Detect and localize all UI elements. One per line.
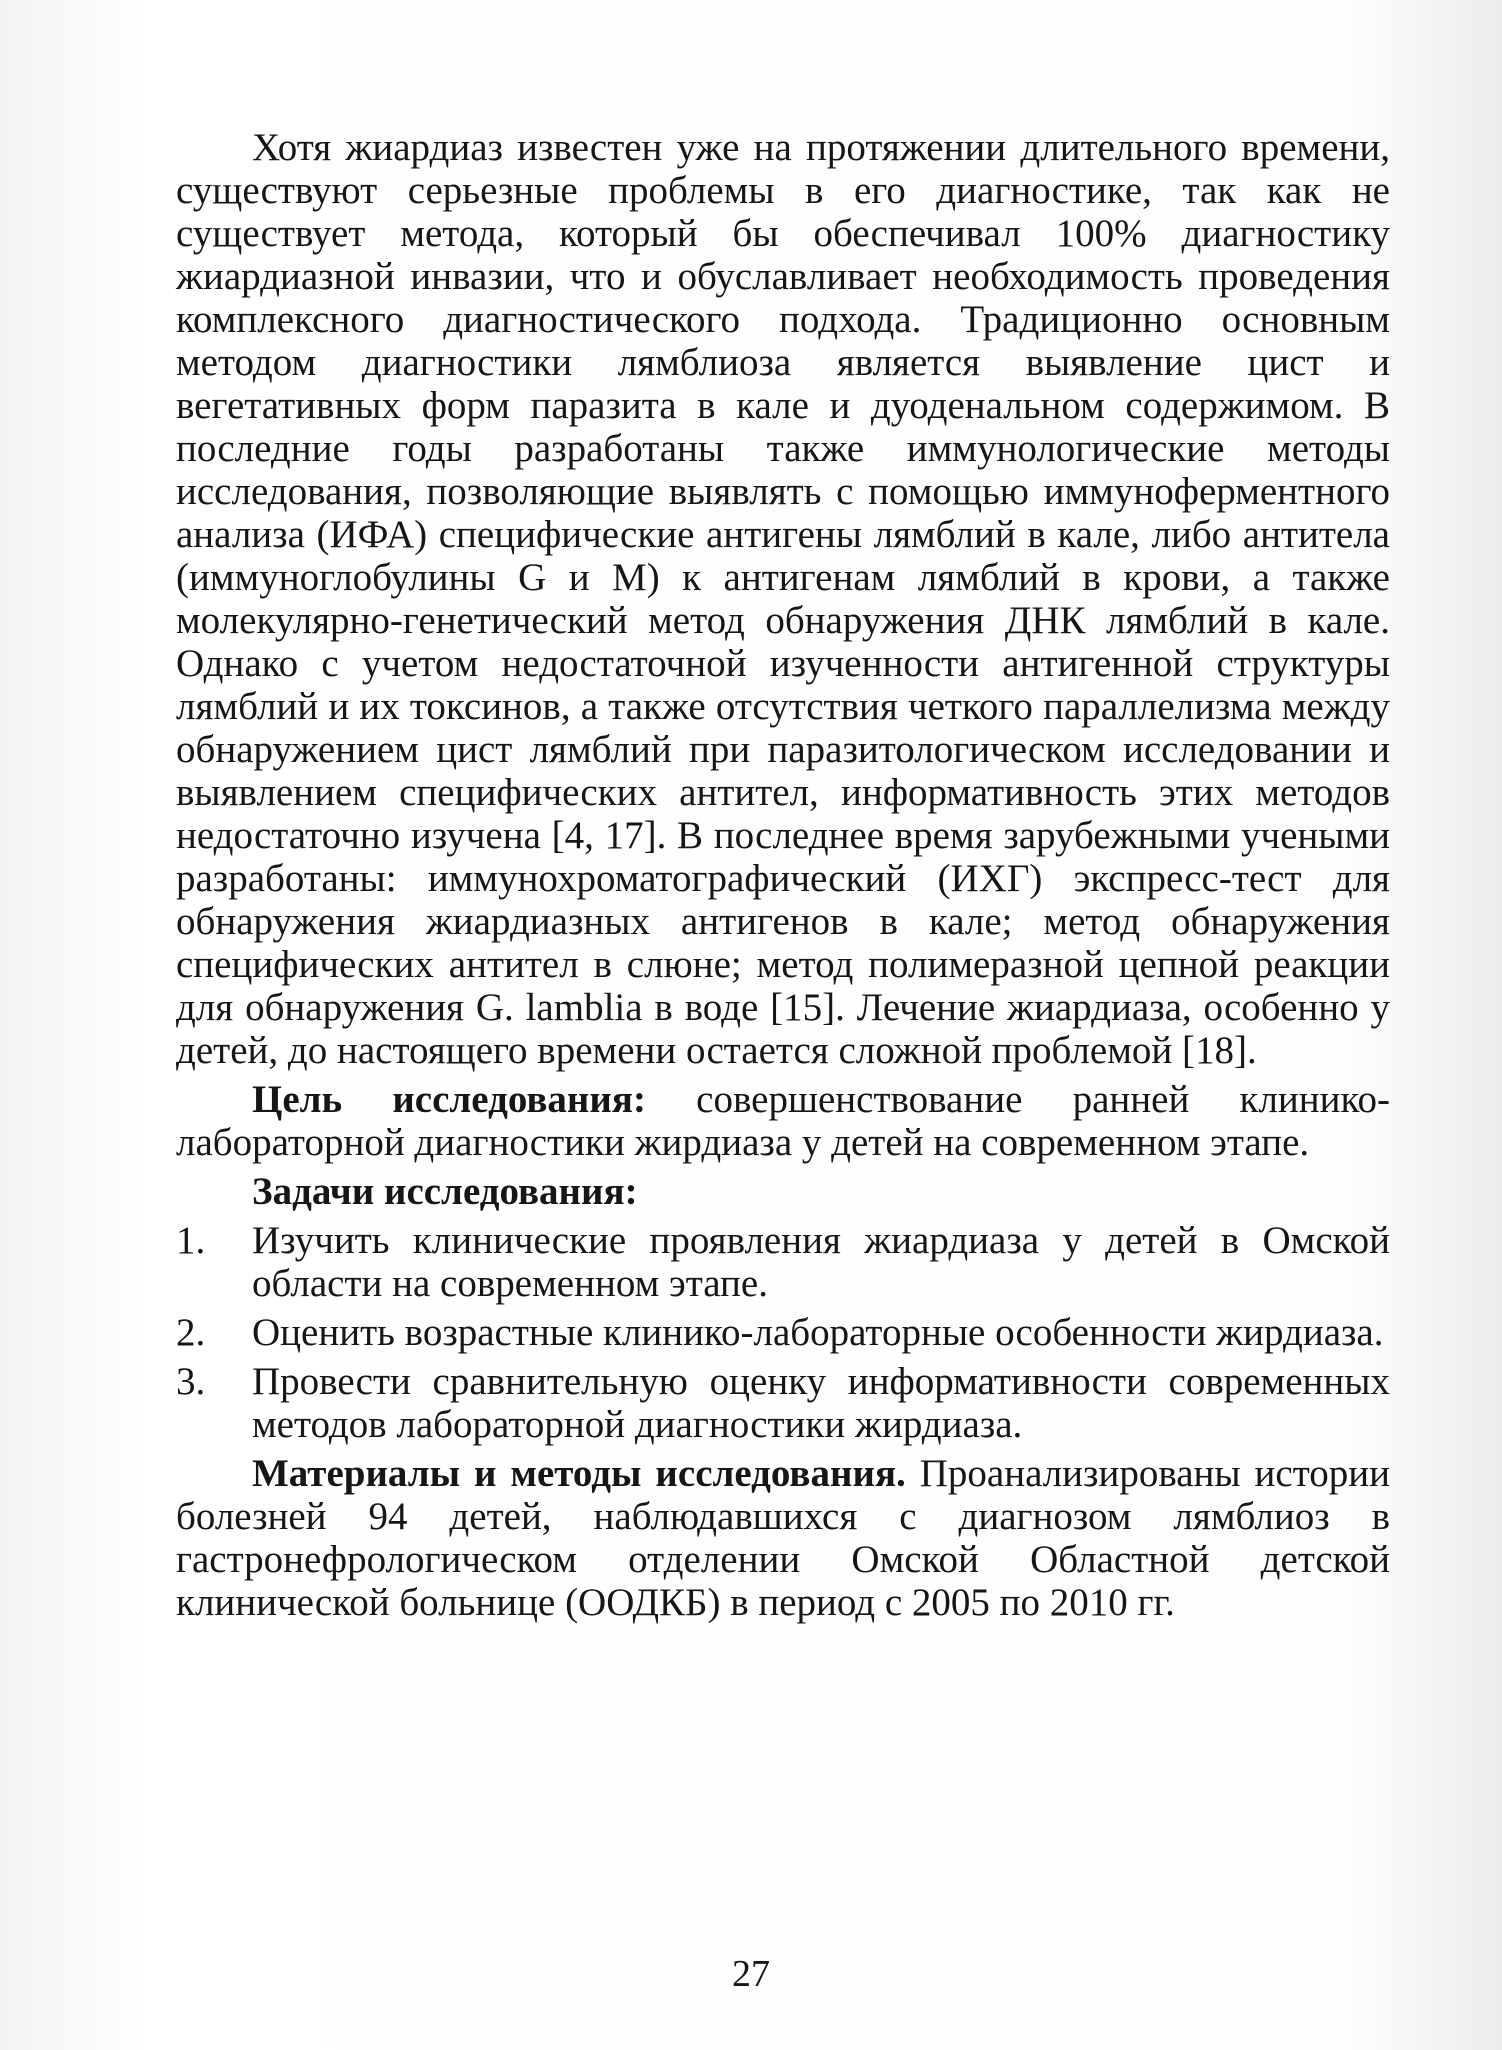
goal-heading: Цель исследования: (252, 1078, 646, 1121)
list-item (176, 1311, 1390, 1354)
methods-text: Проанализированы истории болезней 94 детей, наблюдавшихся с диагнозом лямблиоз в гастронефрологическом отделении Омской Областной детской клинической больнице (ООДКБ) в период с 2005 по 2010 гг. (176, 1452, 1390, 1624)
list-item-text: Провести сравнительную оценку информативности современных методов лабораторной диагностики жирдиаза. (252, 1360, 1390, 1446)
list-item-text: Изучить клинические проявления жиардиаза у детей в Омской области на современном этапе. (252, 1219, 1390, 1305)
methods-heading: Материалы и методы исследования. (252, 1452, 906, 1495)
list-item (176, 1360, 1390, 1446)
body-text (176, 126, 1390, 1624)
methods-paragraph (176, 1452, 1390, 1624)
tasks-list (176, 1219, 1390, 1446)
list-item-number: 3. (176, 1360, 206, 1403)
page-number: 27 (732, 1953, 770, 1995)
list-item-text: Оценить возрастные клинико-лабораторные особенности жирдиаза. (252, 1311, 1384, 1354)
goal-text: совершенствование ранней клинико-лабораторной диагностики жирдиаза у детей на современном этапе. (176, 1078, 1390, 1164)
list-item-number: 1. (176, 1219, 206, 1262)
intro-paragraph: Хотя жиардиаз известен уже на протяжении длительного времени, существуют серьезные проблемы в его диагностике, так как не существует метода, который бы обеспечивал 100% диагностику жиардиазной инвазии, что и обуславливает необходимость проведения комплексного диагностического подхода. Традиционно основным методом диагностики лямблиоза является выявление цист и вегетативных форм паразита в кале и дуоденальном содержимом. В последние годы разработаны также иммунологические методы исследования, позволяющие выявлять с помощью иммуноферментного анализа (ИФА) специфические антигены лямблий в кале, либо антитела (иммуноглобулины G и M) к антигенам лямблий в крови, а также молекулярно-генетический метод обнаружения ДНК лямблий в кале. Однако с учетом недостаточной изученности антигенной структуры лямблий и их токсинов, а также отсутствия четкого параллелизма между обнаружением цист лямблий при паразитологическом исследовании и выявлением специфических антител, информативность этих методов недостаточно изучена [4, 17]. В последнее время зарубежными учеными разработаны: иммунохроматографический (ИХГ) экспресс-тест для обнаружения жиардиазных антигенов в кале; метод обнаружения специфических антител в слюне; метод полимеразной цепной реакции для обнаружения G. lamblia в воде [15]. Лечение жиардиаза, особенно у детей, до настоящего времени остается сложной проблемой [18]. (176, 126, 1390, 1072)
list-item-number: 2. (176, 1311, 206, 1354)
tasks-heading: Задачи исследования: (252, 1170, 638, 1213)
list-item (176, 1219, 1390, 1305)
goal-paragraph (176, 1078, 1390, 1164)
